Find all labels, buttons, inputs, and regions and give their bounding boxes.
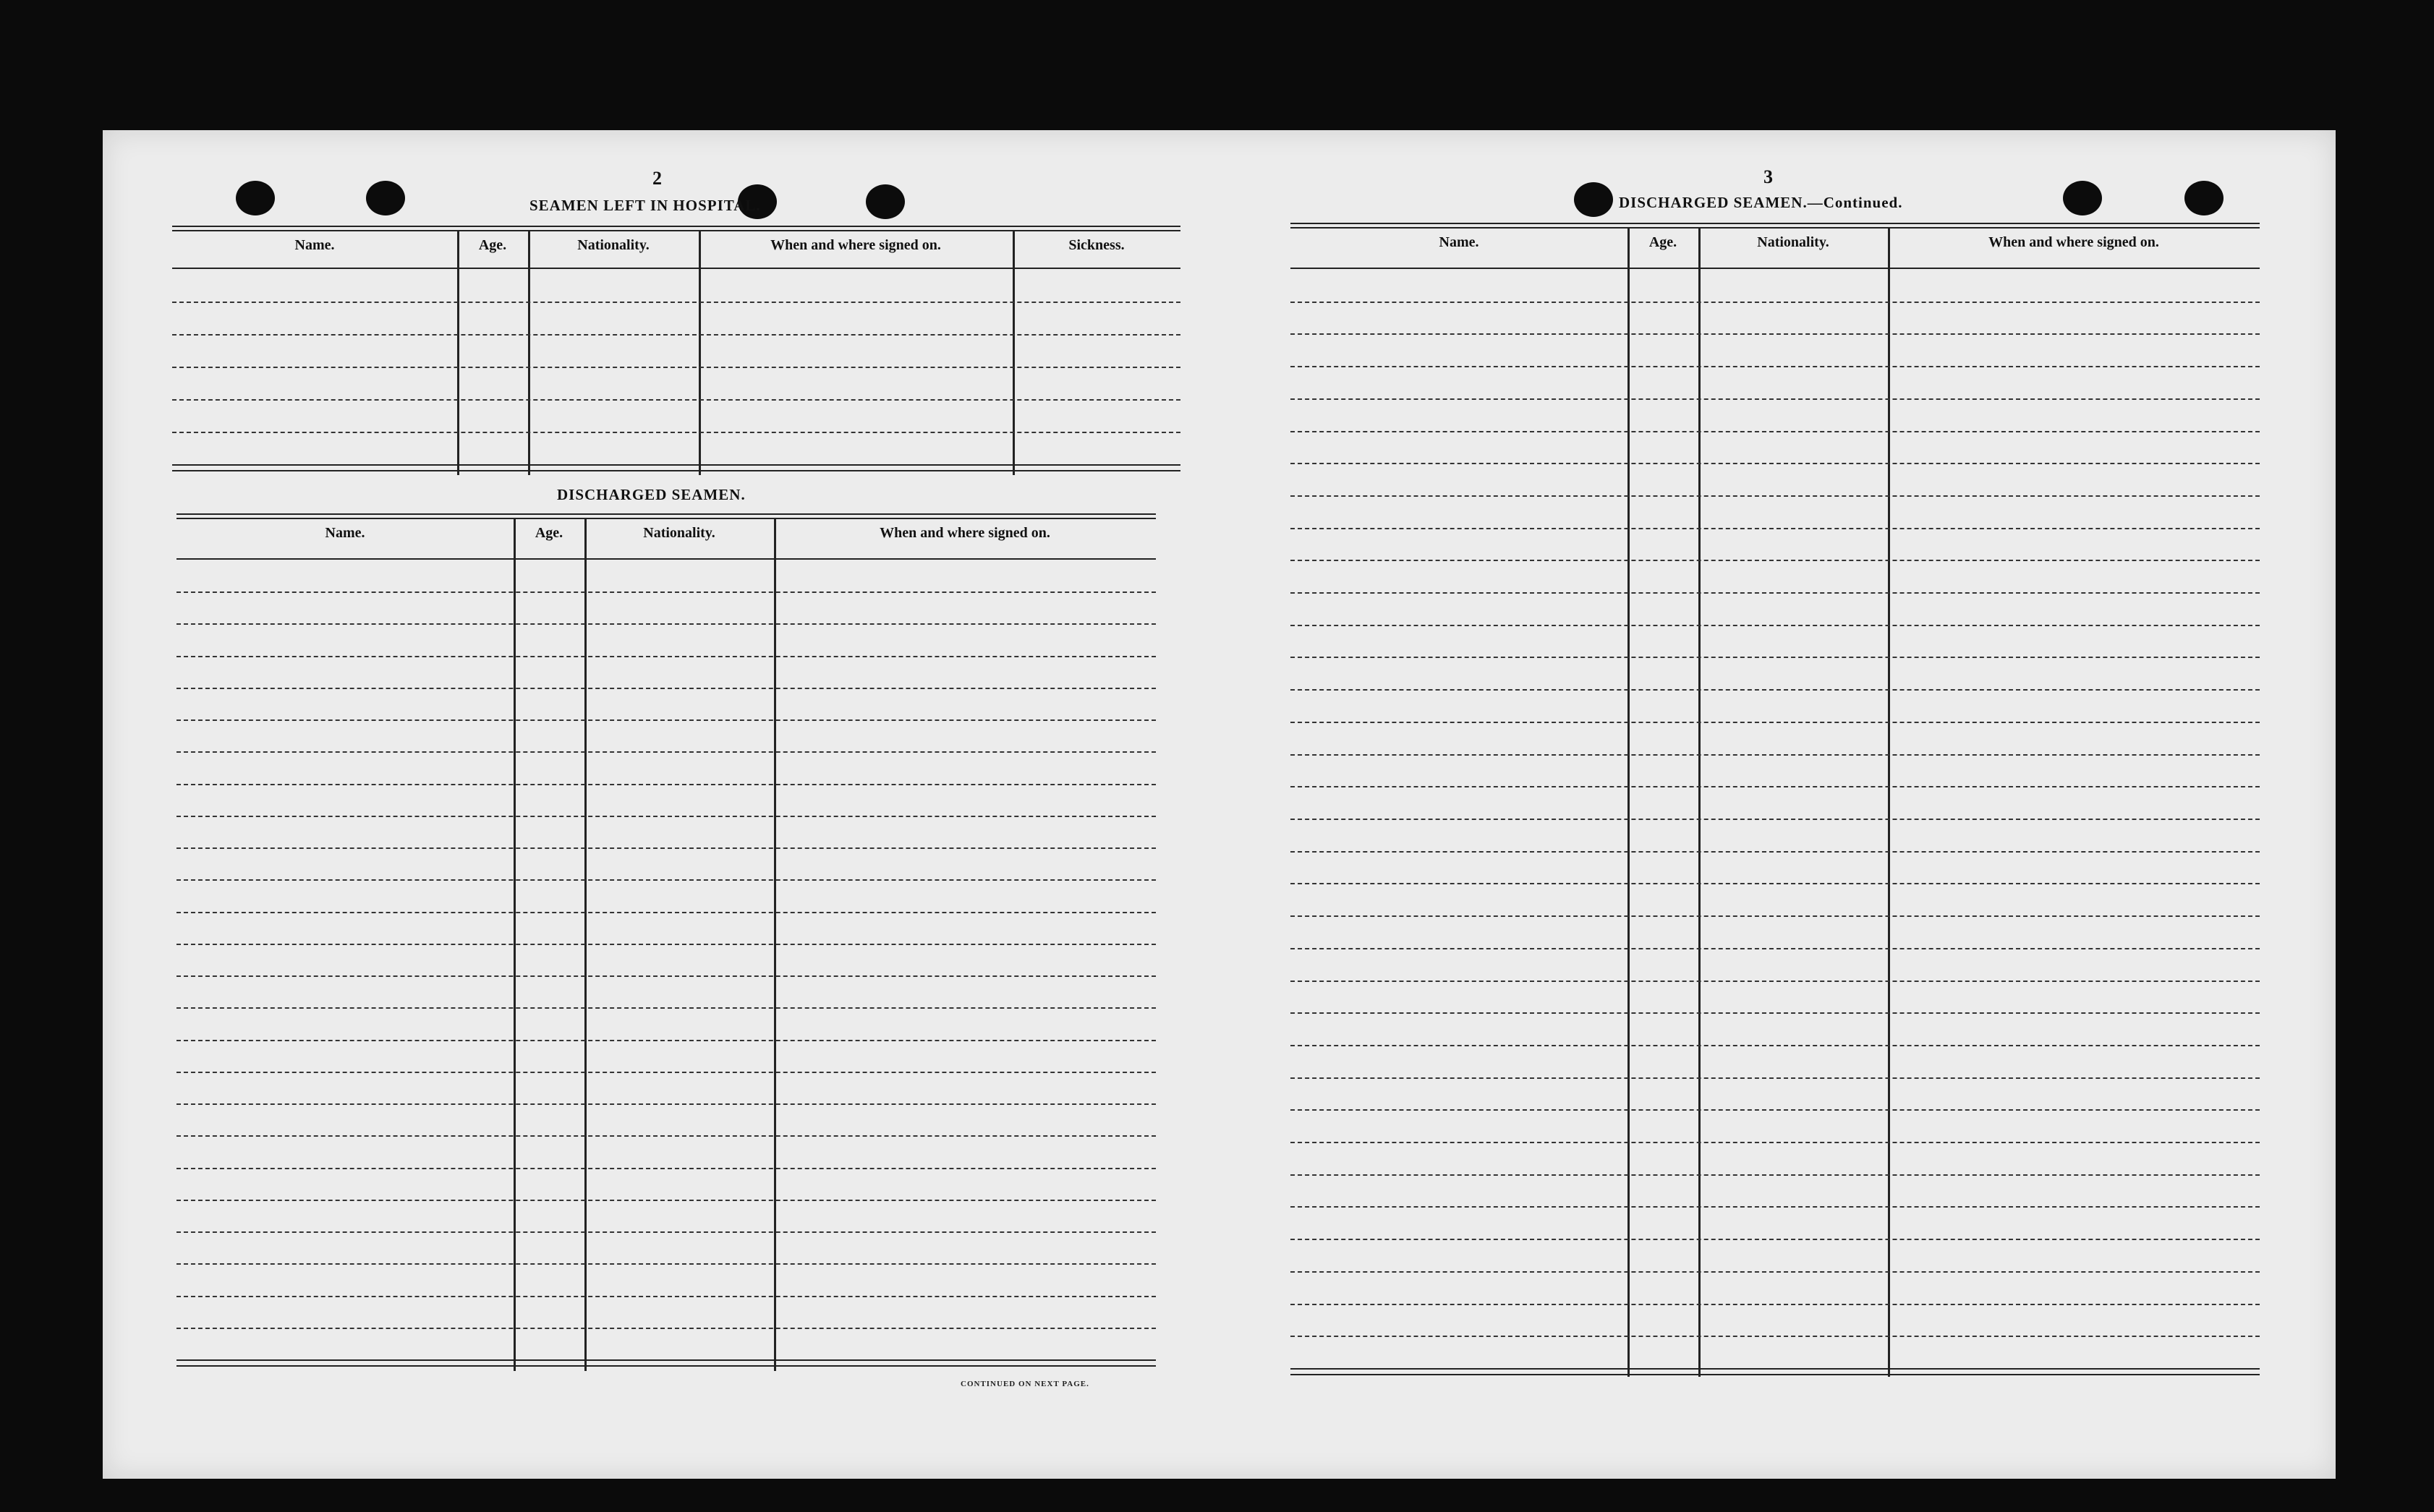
- table-row-line: [1290, 1304, 2260, 1305]
- discharged-table: [176, 513, 1156, 1371]
- section-title-discharged-seamen-continued: DISCHARGED SEAMEN.—Continued.: [1619, 194, 1903, 211]
- page-number: 2: [652, 168, 662, 189]
- column-header-age: Age.: [535, 525, 563, 541]
- table-row-line: [176, 879, 1156, 881]
- table-row-line: [176, 1200, 1156, 1201]
- punch-hole: [2063, 181, 2102, 215]
- table-row-line: [172, 302, 1180, 303]
- table-row-line: [1290, 1271, 2260, 1273]
- table-row-line: [176, 656, 1156, 657]
- table-row-line: [176, 688, 1156, 689]
- column-header-name: Name.: [294, 237, 335, 253]
- table-row-line: [1290, 463, 2260, 464]
- table-row-line: [176, 623, 1156, 625]
- table-row-line: [176, 751, 1156, 753]
- table-row-line: [1290, 366, 2260, 367]
- table-row-line: [176, 719, 1156, 721]
- table-row-line: [1290, 722, 2260, 723]
- column-header-nationality: Nationality.: [1757, 234, 1829, 250]
- document-sheet: [103, 130, 2336, 1479]
- table-row-line: [1290, 431, 2260, 432]
- table-row-line: [1290, 1109, 2260, 1111]
- punch-hole: [2184, 181, 2224, 215]
- table-row-line: [176, 912, 1156, 913]
- table-row-line: [1290, 1206, 2260, 1208]
- table-row-line: [1290, 528, 2260, 529]
- column-header-when-where-signed-on: When and where signed on.: [880, 525, 1050, 541]
- table-row-line: [176, 1072, 1156, 1073]
- table-row-line: [1290, 1045, 2260, 1046]
- table-row-line: [1290, 657, 2260, 658]
- discharged-continued-table: [1290, 223, 2260, 1377]
- column-header-name: Name.: [1439, 234, 1479, 250]
- column-header-age: Age.: [478, 237, 507, 253]
- table-row-line: [176, 1135, 1156, 1137]
- table-row-line: [176, 847, 1156, 849]
- column-header-sickness: Sickness.: [1068, 237, 1125, 253]
- continued-on-next-page-note: CONTINUED ON NEXT PAGE.: [961, 1380, 1089, 1388]
- table-row-line: [1290, 915, 2260, 917]
- punch-hole: [1574, 182, 1613, 217]
- hospital-table: [172, 226, 1180, 475]
- table-row-line: [176, 784, 1156, 785]
- table-row-line: [1290, 883, 2260, 884]
- table-row-line: [1290, 1077, 2260, 1079]
- table-row-line: [1290, 981, 2260, 982]
- table-row-line: [1290, 560, 2260, 561]
- table-row-line: [1290, 333, 2260, 335]
- table-row-line: [176, 1296, 1156, 1297]
- table-row-line: [172, 399, 1180, 401]
- column-header-when-where-signed-on: When and where signed on.: [1988, 234, 2159, 250]
- table-row-line: [1290, 819, 2260, 820]
- table-row-line: [176, 975, 1156, 977]
- table-row-line: [176, 591, 1156, 593]
- table-row-line: [1290, 1174, 2260, 1176]
- table-row-line: [176, 1168, 1156, 1169]
- table-row-line: [172, 432, 1180, 433]
- table-row-line: [1290, 851, 2260, 853]
- section-title-discharged-seamen: DISCHARGED SEAMEN.: [557, 486, 746, 503]
- table-row-line: [176, 944, 1156, 945]
- table-row-line: [1290, 592, 2260, 594]
- table-row-line: [176, 1103, 1156, 1105]
- table-row-line: [176, 1040, 1156, 1041]
- column-header-nationality: Nationality.: [577, 237, 650, 253]
- table-row-line: [176, 1263, 1156, 1265]
- table-row-line: [172, 367, 1180, 368]
- table-row-line: [1290, 625, 2260, 626]
- table-row-line: [176, 816, 1156, 817]
- table-row-line: [1290, 1239, 2260, 1240]
- table-row-line: [1290, 689, 2260, 691]
- table-row-line: [1290, 495, 2260, 497]
- column-header-age: Age.: [1648, 234, 1677, 250]
- table-row-line: [1290, 1012, 2260, 1014]
- table-row-line: [1290, 948, 2260, 949]
- table-row-line: [1290, 302, 2260, 303]
- table-row-line: [1290, 754, 2260, 756]
- column-header-when-where-signed-on: When and where signed on.: [770, 237, 941, 253]
- page-number: 3: [1763, 166, 1773, 187]
- table-row-line: [1290, 1336, 2260, 1337]
- table-row-line: [176, 1328, 1156, 1329]
- table-row-line: [1290, 398, 2260, 400]
- table-row-line: [172, 334, 1180, 336]
- section-title-seamen-left-in-hospital: SEAMEN LEFT IN HOSPITAL.: [529, 197, 761, 214]
- table-row-line: [1290, 1142, 2260, 1143]
- table-row-line: [1290, 786, 2260, 787]
- column-header-name: Name.: [325, 525, 365, 541]
- table-row-line: [176, 1231, 1156, 1233]
- punch-hole: [236, 181, 275, 215]
- punch-hole: [866, 184, 905, 219]
- table-row-line: [176, 1007, 1156, 1009]
- column-header-nationality: Nationality.: [643, 525, 715, 541]
- punch-hole: [366, 181, 405, 215]
